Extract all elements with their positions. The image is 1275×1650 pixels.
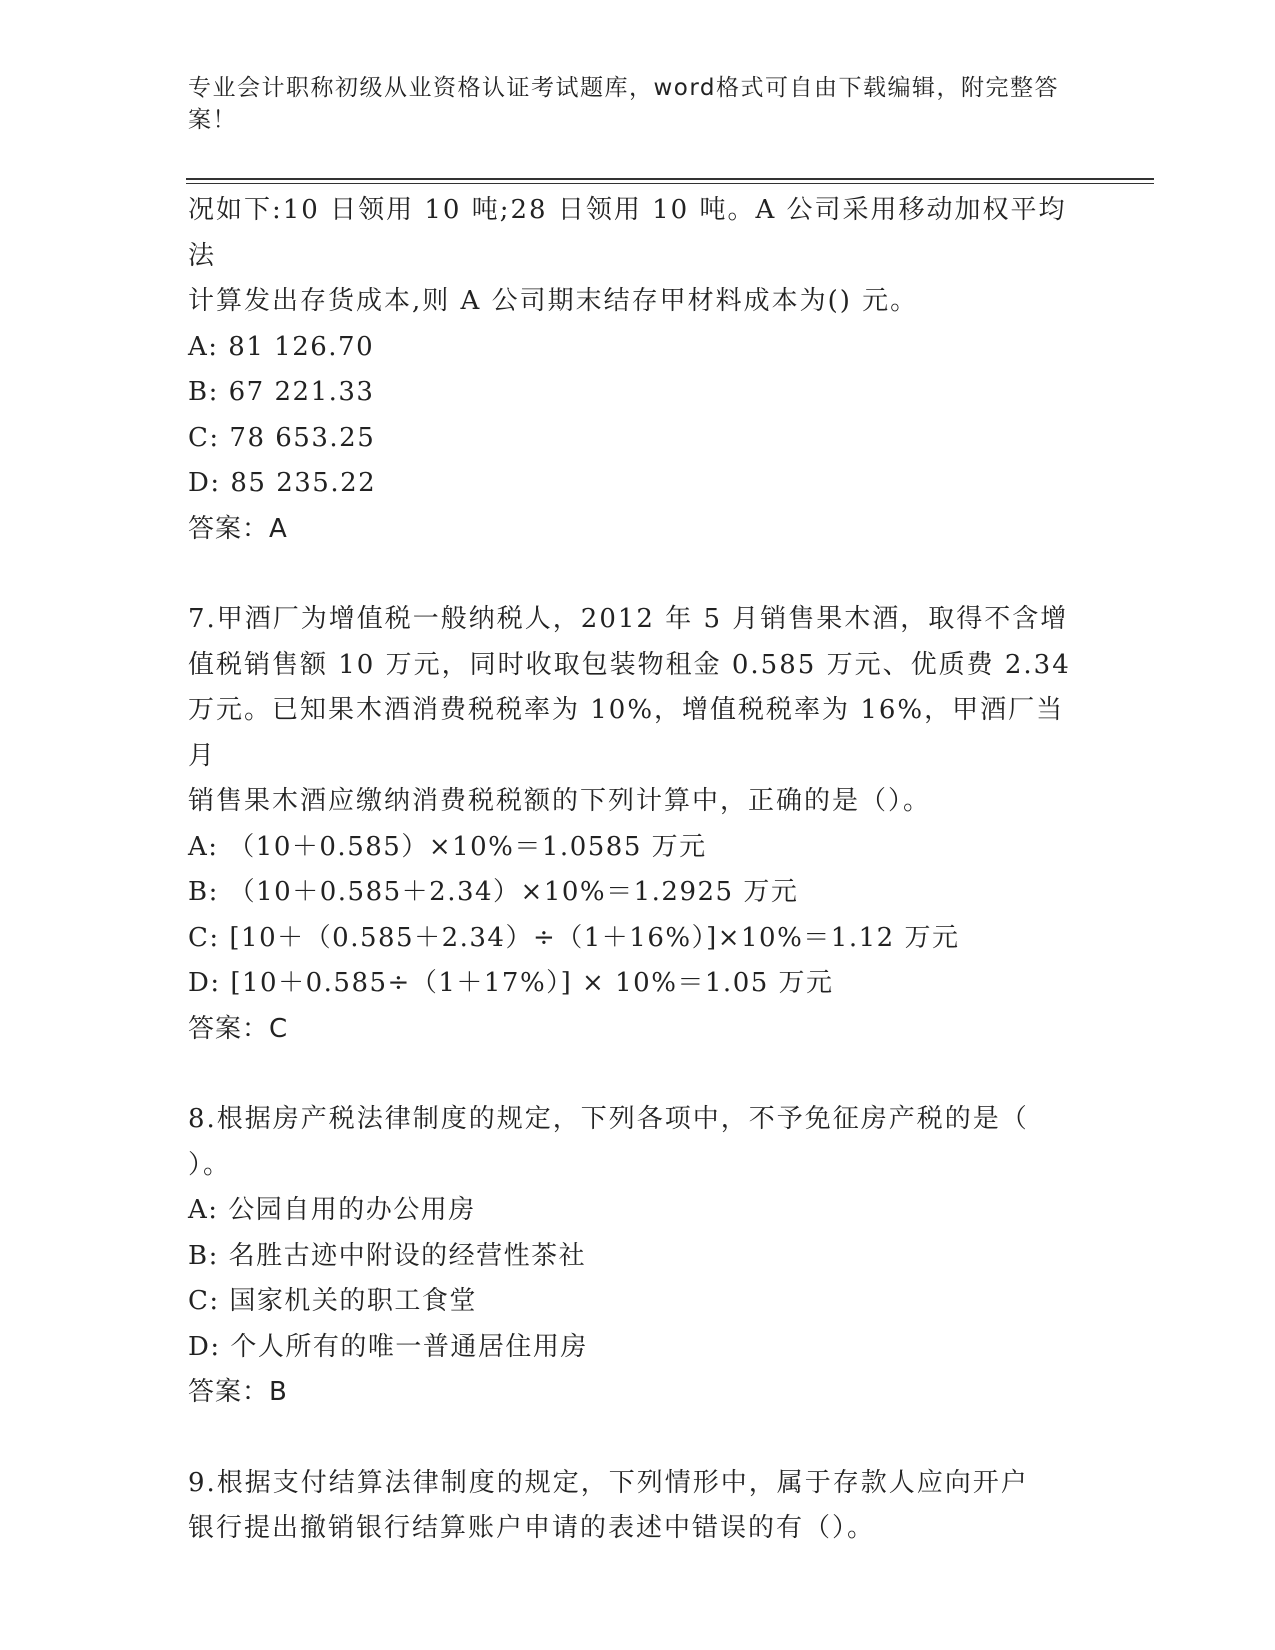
option-c: C: 78 653.25 [188,422,376,453]
question-stem-line: 万元。已知果木酒消费税税率为 10%，增值税税率为 16%，甲酒厂当月 [188,695,1065,771]
option-b: B: 67 221.33 [188,377,375,407]
option-a: A: 81 126.70 [188,331,375,362]
spacer [188,552,1088,597]
option-c: C: [10＋（0.585＋2.34）÷（1＋16%）]×10%＝1.12 万元 [188,922,960,953]
question-stem-line: 9.根据支付结算法律制度的规定，下列情形中，属于存款人应向开户 [188,1467,1029,1498]
spacer [188,1416,1088,1461]
question-stem-line: 计算发出存货成本,则 A 公司期末结存甲材料成本为() 元。 [188,286,919,316]
header-divider-thick [186,178,1154,180]
question-stem-line: 值税销售额 10 万元，同时收取包装物租金 0.585 万元、优质费 2.34 [188,649,1071,680]
question-block [188,188,1088,552]
option-d: D: [10＋0.585÷（1＋17%）] × 10%＝1.05 万元 [188,968,834,998]
option-b: B: 名胜古迹中附设的经营性茶社 [188,1240,587,1271]
answer-line: 答案：A [188,513,288,544]
question-stem-line: 银行提出撤销银行结算账户申请的表述中错误的有（）。 [188,1513,876,1543]
option-a: A: 公园自用的办公用房 [188,1195,476,1225]
option-a: A: （10＋0.585）×10%＝1.0585 万元 [188,831,707,862]
question-stem-line: ）。 [188,1149,232,1180]
question-stem-line: 7.甲酒厂为增值税一般纳税人，2012 年 5 月销售果木酒，取得不含增 [188,604,1069,634]
question-block [188,1461,1088,1552]
option-b: B: （10＋0.585＋2.34）×10%＝1.2925 万元 [188,877,799,907]
question-stem-line: 况如下:10 日领用 10 吨;28 日领用 10 吨。A 公司采用移动加权平均法 [188,195,1067,271]
option-d: D: 85 235.22 [188,468,377,498]
question-stem-line: 销售果木酒应缴纳消费税税额的下列计算中，正确的是（）。 [188,786,932,816]
header-divider-thin [186,183,1154,184]
answer-line: 答案：B [188,1377,288,1407]
spacer [188,1052,1088,1097]
option-d: D: 个人所有的唯一普通居住用房 [188,1331,588,1362]
option-c: C: 国家机关的职工食堂 [188,1286,477,1316]
question-block [188,597,1088,1052]
answer-line: 答案：C [188,1013,289,1044]
question-block [188,1097,1088,1416]
document-header-note: 专业会计职称初级从业资格认证考试题库，word格式可自由下载编辑，附完整答案！ [188,75,1060,133]
question-stem-line: 8.根据房产税法律制度的规定，下列各项中，不予免征房产税的是（ [188,1104,1029,1134]
question-list [188,188,1088,1552]
